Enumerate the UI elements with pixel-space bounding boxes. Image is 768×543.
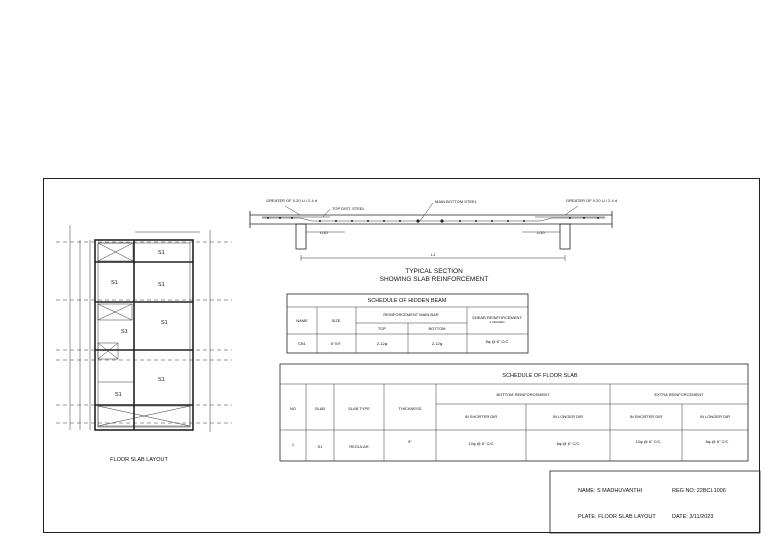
fs-header-slab-type: SLAB TYPE <box>348 406 370 411</box>
hb-cell-name: CB1 <box>298 341 306 346</box>
fs-header-extra-longer: IN LONGER DIR <box>699 414 731 419</box>
label-left-extension: GREATER OF 0.20 Li / 2.4 d <box>266 198 318 203</box>
void-box-top <box>98 243 133 261</box>
hb-header-name: NAME <box>296 318 308 323</box>
dim-span-l1: L1 <box>431 252 436 257</box>
floor-slab-title: SCHEDULE OF FLOOR SLAB <box>502 373 578 379</box>
panel-label-1: S1 <box>158 250 165 256</box>
hidden-beam-title: SCHEDULE OF HIDDEN BEAM <box>367 298 447 304</box>
hb-cell-shear: 8φ @ 6" C/C <box>485 339 509 344</box>
title-block <box>550 471 760 533</box>
fs-cell-bottom-shorter: 10φ @ 6" C/C <box>468 441 494 446</box>
hb-cell-size: 6"X9" <box>331 341 341 346</box>
panel-label-4: S1 <box>121 329 128 335</box>
fs-cell-thickness: 5" <box>408 439 412 444</box>
fs-cell-no: 1 <box>291 442 295 447</box>
hb-header-shear-sub: 2 LEGGED <box>489 320 505 324</box>
fs-header-bottom-longer: IN LONGER DIR <box>552 414 584 419</box>
fs-header-extra: EXTRA REINFORCEMENT <box>654 392 704 397</box>
fs-header-slab: SLAB <box>314 406 326 411</box>
fs-header-thickness: THICKNESS <box>398 406 422 411</box>
hb-header-reinforcement: REINFORCEMENT MAIN BAR <box>383 312 439 317</box>
hb-header-size: SIZE <box>331 318 341 323</box>
fs-cell-extra-shorter: 10φ @ 6" C/C <box>635 439 661 444</box>
right-support <box>560 224 570 249</box>
fs-cell-slab: S1 <box>317 444 323 449</box>
fs-cell-extra-longer: 8φ @ 6" C/C <box>705 439 729 444</box>
main-bottom-steel-line <box>262 218 605 221</box>
layout-title: FLOOR SLAB LAYOUT <box>110 457 168 463</box>
void-box-middle <box>98 304 132 320</box>
title-block-name: NAME: S MADHUVANTHI <box>578 488 643 494</box>
fs-cell-slab-type: REGULAR <box>349 444 369 449</box>
floor-slab-schedule <box>280 364 748 461</box>
panel-label-2: S1 <box>111 280 118 286</box>
fs-header-bottom: BOTTOM REINFORCEMENT <box>496 392 550 397</box>
fs-header-bottom-shorter: IN SHORTER DIR <box>464 414 498 419</box>
panel-label-7: S1 <box>115 392 122 398</box>
panel-label-6: S1 <box>158 377 165 383</box>
dim-right-l10: L/10 <box>537 230 545 235</box>
building-outline <box>95 240 193 430</box>
hb-header-shear: SHEAR REINFORCEMENT <box>472 315 522 320</box>
hb-cell-bottom: 2-12φ <box>431 341 443 346</box>
dim-left-l10: L/10 <box>320 230 328 235</box>
title-block-date: DATE: 3/11/2023 <box>672 514 714 520</box>
label-right-extension: GREATER OF 0.20 Li / 2.4 d <box>566 198 618 203</box>
left-support <box>296 224 306 249</box>
fs-header-extra-shorter: IN SHORTER DIR <box>629 414 663 419</box>
section-title-line2: SHOWING SLAB REINFORCEMENT <box>379 276 489 283</box>
fs-header-no: NO <box>290 406 296 411</box>
typical-section <box>250 198 617 283</box>
hb-header-bottom: BOTTOM <box>428 326 446 331</box>
fs-cell-bottom-longer: 8φ @ 6" C/C <box>556 441 580 446</box>
distribution-bars <box>267 217 599 223</box>
void-box-staircase <box>98 343 118 359</box>
panel-label-5: S1 <box>161 320 168 326</box>
hidden-beam-schedule <box>287 294 528 353</box>
hb-cell-top: 2-12φ <box>376 341 388 346</box>
hb-header-top: TOP <box>377 326 387 331</box>
floor-slab-layout-plan <box>56 225 232 463</box>
title-block-reg: REG NO: 22BCL1006 <box>672 488 726 494</box>
panel-label-3: S1 <box>158 282 165 288</box>
section-title-line1: TYPICAL SECTION <box>405 268 463 275</box>
title-block-plate: PLATE: FLOOR SLAB LAYOUT <box>578 514 656 520</box>
label-top-dist-steel: TOP DIST. STEEL <box>332 206 365 211</box>
label-main-bottom-steel: MAIN BOTTOM STEEL <box>435 199 477 204</box>
